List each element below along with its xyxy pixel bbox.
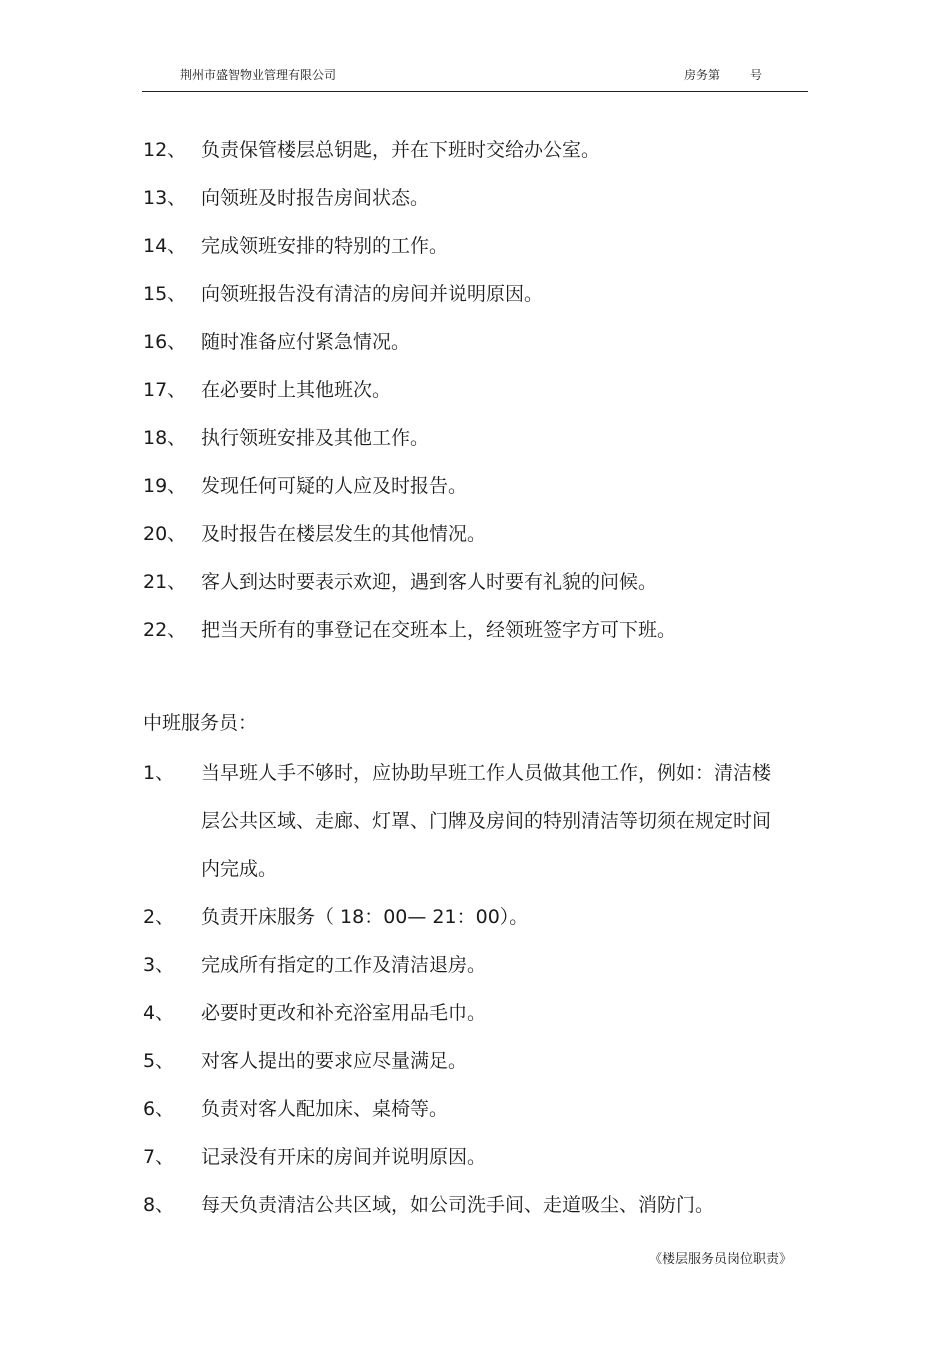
item-number: 18、 (143, 427, 187, 449)
item-text: 负责保管楼层总钥匙，并在下班时交给办公室。 (201, 139, 601, 161)
item-text: 随时准备应付紧急情况。 (201, 331, 411, 353)
item-number: 19、 (143, 475, 187, 497)
item-text: 负责对客人配加床、桌椅等。 (201, 1098, 449, 1120)
list-item (0, 474, 950, 522)
footer-document-title: 《楼层服务员岗位职责》 (649, 1252, 793, 1267)
item-text: 当早班人手不够时，应协助早班工作人员做其他工作，例如：清洁楼层公共区域、走廊、灯罩、门牌及房间的特别清洁等切须在规定时间内完成。 (201, 762, 772, 880)
item-number: 2、 (143, 906, 175, 928)
item-number: 17、 (143, 379, 187, 401)
item-text: 负责开床服务（ 18：00— 21：00）。 (201, 906, 529, 928)
item-number: 7、 (143, 1146, 175, 1168)
item-number: 13、 (143, 187, 187, 209)
list-item (0, 570, 950, 618)
item-number: 21、 (143, 571, 187, 593)
list-item (0, 330, 950, 378)
list-item (0, 282, 950, 330)
list-item (0, 522, 950, 570)
item-text: 记录没有开床的房间并说明原因。 (201, 1146, 487, 1168)
item-text: 向领班及时报告房间状态。 (201, 187, 430, 209)
item-number: 14、 (143, 235, 187, 257)
list-item (0, 1097, 950, 1145)
doc-number-suffix: 号 (750, 68, 763, 82)
item-number: 12、 (143, 139, 187, 161)
list-item (0, 426, 950, 474)
item-number: 8、 (143, 1194, 175, 1216)
item-text: 把当天所有的事登记在交班本上，经领班签字方可下班。 (201, 619, 677, 641)
item-text: 必要时更改和补充浴室用品毛巾。 (201, 1002, 487, 1024)
company-name: 荆州市盛智物业管理有限公司 (180, 68, 337, 82)
list-item (0, 905, 950, 953)
document-number (684, 66, 762, 83)
item-text: 执行领班安排及其他工作。 (201, 427, 430, 449)
list-item (0, 1145, 950, 1193)
item-text: 向领班报告没有清洁的房间并说明原因。 (201, 283, 544, 305)
list-item (0, 1001, 950, 1049)
item-number: 3、 (143, 954, 175, 976)
duty-list-middle-shift (0, 761, 950, 1241)
list-item (0, 1193, 950, 1241)
list-item (0, 761, 950, 905)
item-text: 在必要时上其他班次。 (201, 379, 392, 401)
item-number: 22、 (143, 619, 187, 641)
list-item (0, 234, 950, 282)
list-item (0, 138, 950, 186)
item-text: 发现任何可疑的人应及时报告。 (201, 475, 468, 497)
item-number: 20、 (143, 523, 187, 545)
doc-number-prefix: 房务第 (684, 68, 721, 82)
item-number: 1、 (143, 762, 175, 784)
item-text: 完成所有指定的工作及清洁退房。 (201, 954, 487, 976)
item-number: 15、 (143, 283, 187, 305)
section-title-middle-shift: 中班服务员： (143, 712, 258, 734)
item-text: 对客人提出的要求应尽量满足。 (201, 1050, 468, 1072)
list-item (0, 1049, 950, 1097)
item-text: 客人到达时要表示欢迎，遇到客人时要有礼貌的问候。 (201, 571, 658, 593)
page-header (0, 0, 950, 100)
header-divider (142, 91, 808, 92)
item-text: 及时报告在楼层发生的其他情况。 (201, 523, 487, 545)
item-number: 16、 (143, 331, 187, 353)
item-text: 每天负责清洁公共区域，如公司洗手间、走道吸尘、消防门。 (201, 1194, 715, 1216)
item-number: 6、 (143, 1098, 175, 1120)
item-number: 4、 (143, 1002, 175, 1024)
duty-list-continued (0, 138, 950, 666)
list-item (0, 186, 950, 234)
list-item (0, 953, 950, 1001)
item-text: 完成领班安排的特别的工作。 (201, 235, 449, 257)
list-item (0, 378, 950, 426)
item-number: 5、 (143, 1050, 175, 1072)
list-item (0, 618, 950, 666)
